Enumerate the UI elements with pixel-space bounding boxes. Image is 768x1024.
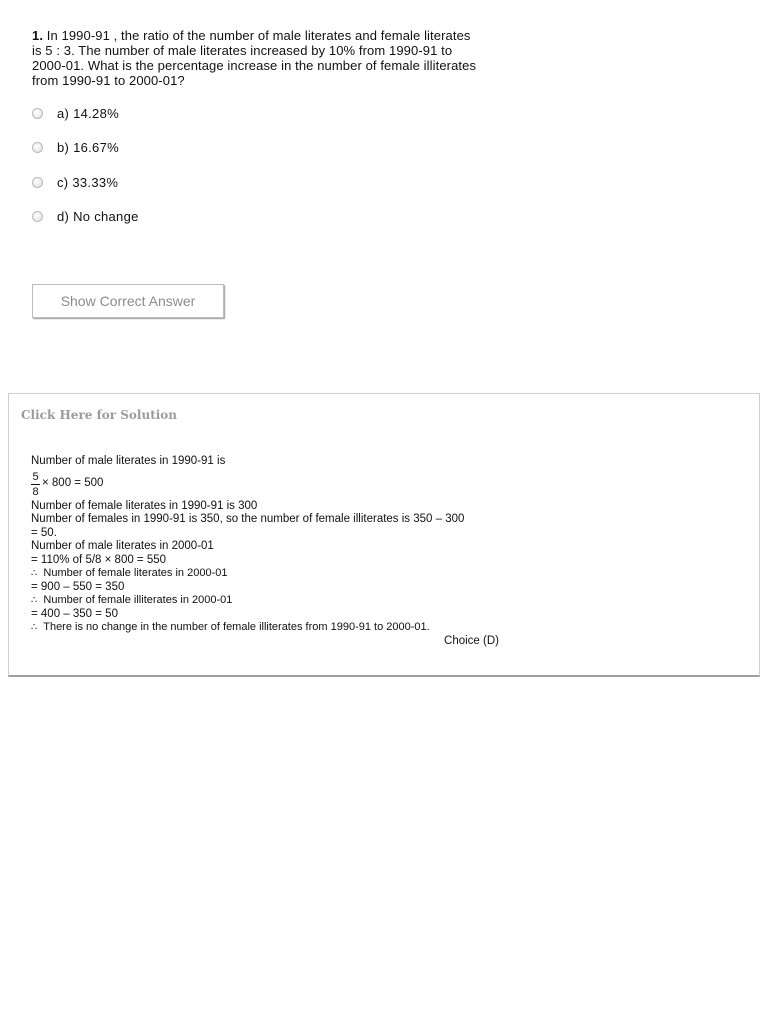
therefore-symbol: ∴ — [31, 568, 38, 579]
fraction-expression: × 800 = 500 — [42, 477, 104, 490]
solution-line — [31, 567, 501, 581]
question-number: 1. — [32, 28, 44, 43]
solution-line — [31, 621, 501, 635]
solution-panel — [8, 393, 760, 677]
option-d-label: d) No change — [57, 209, 139, 224]
solution-line: = 110% of 5/8 × 800 = 550 — [31, 553, 167, 566]
option-d[interactable] — [32, 208, 139, 226]
therefore-symbol: ∴ — [31, 622, 38, 633]
solution-fraction-line — [31, 469, 501, 500]
option-b-label: b) 16.67% — [57, 140, 119, 155]
solution-line — [31, 594, 501, 608]
therefore-symbol: ∴ — [31, 595, 38, 606]
answer-options — [32, 104, 139, 242]
solution-line: = 900 – 550 = 350 — [31, 580, 125, 593]
question-text-block — [32, 28, 482, 88]
solution-line: = 400 – 350 = 50 — [31, 607, 118, 620]
solution-line-text: There is no change in the number of female illiterates from 1990-91 to 2000-01. — [40, 621, 430, 633]
option-a-label: a) 14.28% — [57, 105, 119, 121]
solution-content — [31, 455, 501, 648]
option-c-label: c) 33.33% — [57, 174, 119, 190]
solution-line-text: Number of female literates in 2000-01 — [40, 567, 228, 579]
option-c[interactable] — [32, 173, 139, 191]
solution-line: Number of females in 1990-91 is 350, so the number of female illiterates is 350 – 300 — [31, 513, 465, 525]
radio-button-d[interactable] — [32, 211, 43, 222]
fraction — [31, 471, 40, 498]
solution-line: Number of female literates in 1990-91 is 300 — [31, 499, 258, 512]
solution-line: Number of male literates in 1990-91 is — [31, 455, 226, 467]
click-for-solution-link[interactable]: Click Here for Solution — [21, 408, 178, 422]
fraction-denominator: 8 — [32, 485, 39, 498]
option-a[interactable] — [32, 104, 139, 122]
fraction-bar — [31, 484, 40, 485]
fraction-numerator: 5 — [32, 470, 39, 483]
show-correct-answer-button[interactable]: Show Correct Answer — [32, 284, 224, 318]
answer-choice: Choice (D) — [444, 634, 499, 647]
solution-line: Number of male literates in 2000-01 — [31, 540, 214, 552]
question-text: In 1990-91 , the ratio of the number of male literates and female literates is 5 : 3. The number of male literates increased by 10% from 1990-91 to 2000-01. What is the percentage increase in the number of female illiterates from 1990-91 to 2000-01? — [32, 28, 477, 88]
radio-button-a[interactable] — [32, 108, 43, 119]
solution-line-text: Number of female illiterates in 2000-01 — [40, 594, 233, 606]
solution-line: = 50. — [31, 526, 57, 539]
radio-button-b[interactable] — [32, 142, 43, 153]
radio-button-c[interactable] — [32, 177, 43, 188]
option-b[interactable] — [32, 139, 139, 157]
